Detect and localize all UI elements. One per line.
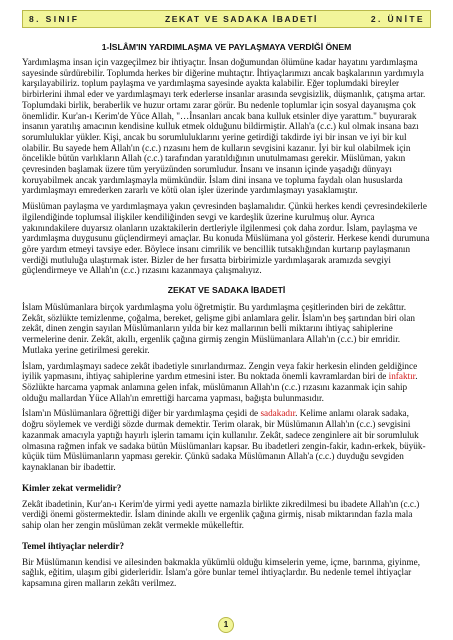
text-span: İslam, yardımlaşmayı sadece zekât ibadetiyle sınırlandırmaz. Zengin veya fakir herkesin elinden geldiğince iyilik yapmasını, ihtiyaç sahiplerine yardım etmesini ister. Bu noktada önemli kavramlardan biri de (22, 360, 418, 382)
highlighted-term-sadaka: sadakadır (260, 408, 296, 419)
section-title-zakat: ZEKAT VE SADAKA İBADETİ (167, 285, 286, 296)
answer-paragraph: Zekât ibadetinin, Kur'an-ı Kerim'de yirmi yedi ayette namazla birlikte zikredilmesi bu ibadete Allah'ın (c.c.) verdiği önemi göstermektedir. İslam dininde akıllı ve ergenlik çağına girmiş, nisab miktarından fazla mala sahip olan her zengin müslüman zekât vermekle mükelleftir. (22, 498, 420, 531)
header-title: ZEKAT VE SADAKA İBADETİ (165, 14, 318, 24)
page-number: 1 (218, 617, 234, 633)
unit-label: 2. ÜNİTE (370, 14, 425, 24)
text-span: . Kelime anlamı olarak sadaka, doğru söylemek ve verdiği sözde durmak demektir. Terim olarak, bir Müslümanın Allah'ın (c.c.) sevgisini kazanmak amacıyla yaptığı hayırlı işlerin tamamı için kullanılır. Zekât, sadece zenginlere ait bir sorumluluk olmasına rağmen infak ve sadaka bütün Müslümanları kapsar. Bu ibadetleri zengin-fakir, kadın-erkek, büyük-küçük tüm Müslümanların yapması gerekir. Çünkü sadaka Müslümanın Allah'a (c.c.) duyduğu sevgiden kaynaklanan bir ibadettir. (22, 408, 426, 472)
paragraph (22, 408, 431, 472)
paragraph (22, 361, 431, 404)
text-span: İslam'ın Müslümanlara öğrettiği diğer bir yardımlaşma çeşidi de (22, 408, 261, 419)
section-title-cooperation: 1-İSLÂM'IN YARDIMLAŞMA VE PAYLAŞMAYA VERDİĞİ ÖNEM (101, 42, 352, 52)
answer-paragraph: Bir Müslümanın kendisi ve ailesinden bakmakla yükümlü olduğu kimselerin yeme, içme, barınma, giyinme, sağlık, eğitim, ulaşım gibi giderleridir. İslam'a göre bunlar temel ihtiyaçlardır. Bu nedenle temel ihtiyaçlar kapsamına giren malların zekâtı verilmez. (22, 556, 421, 589)
question-heading: Kimler zekat vermelidir? (22, 482, 122, 493)
document-body (22, 30, 431, 589)
question-heading: Temel ihtiyaçlar nelerdir? (22, 540, 125, 551)
highlighted-term-infak: infaktır (388, 371, 416, 382)
text-span: . Sözlükte harcama yapmak anlamına gelen infak, müslümanın Allah'ın (c.c.) rızasını kazanmak için sahip olduğu mallardan Yüce Allah'ın emrettiği harcama yapması, bağışta bulunmasıdır. (22, 371, 418, 403)
paragraph: İslam Müslümanlara birçok yardımlaşma yolu öğretmiştir. Bu yardımlaşma çeşitlerinden biri de zekâttır. Zekât, sözlükte temizlenme, çoğalma, bereket, gelişme gibi anlamlara gelir. İslam'ın beş şartından biri olan zekât, dinen zengin sayılan Müslümanların yılda bir kez mallarının belli miktarını ihtiyaç sahiplerine vermelerine denir. Zekât, akıllı, ergenlik çağına girmiş zengin Müslümanlara Allah'ın (c.c.) bir emridir. Mutlaka yerine getirilmesi gerekir. (22, 302, 416, 355)
page-header (22, 10, 431, 28)
paragraph: Müslüman paylaşma ve yardımlaşmaya yakın çevresinden başlamalıdır. Çünkü herkes kendi çevresindekilerle ilgilendiğinde toplumsal ilişkiler kendiliğinden sevgi ve kardeşlik üzerine kurulmuş olur. Ayrıca yakınındakilere duyarsız olanların uzaktakilerin dertleriyle ilgilenmesi çok daha zordur. İslam, paylaşma ve yardımlaşma duygusunu güçlendirmeyi amaçlar. Bu konuda Müslümana yol gösterir. Herkese kendi durumuna göre yardım etmeyi tavsiye eder. Böylece insanı cimrilik ve bencillik tutsaklığından kurtarıp paylaşmanın verdiği mutluluğa ulaştırmak ister. Bizler de her fırsatta birbirimizle yardımlaşarak aramızda sevgiyi güçlendirmeye ve Allah'ın (c.c.) rızasını kazanmaya çalışmalıyız. (22, 201, 430, 276)
grade-label: 8. SINIF (29, 14, 80, 24)
paragraph: Yardımlaşma insan için vazgeçilmez bir ihtiyaçtır. İnsan doğumundan ölümüne kadar hayatını yardımlaşma sayesinde sürdürebilir. Toplumda herkes bir diğerine muhtaçtır. İhtiyaçlarımızı ancak başkalarının yardımıyla karşılayabiliriz. toplum paylaşma ve yardımlaşma sayesinde ayakta kalabilir. Eğer toplumdaki bireyler birbirlerini ihmal eder ve yardımlaşmayı terk ederlerse insanlar arasında sevgisizlik, düşmanlık, çatışma artar. Toplumdaki birlik, beraberlik ve huzur ortamı zarar görür. Bu nedenle toplumlar için sosyal dayanışma çok önemlidir. Kur'an-ı Kerim'de Yüce Allah, "…İnsanları ancak bana kulluk etsinler diye yarattım." buyurarak insanın yaratılış amacının kendisine kulluk etmek olduğunu bildirmiştir. Allah'a (c.c.) kul olmak insana bazı sorumluluklar yükler. Kişi, ancak bu sorumluluklarını yerine getirdiği takdirde iyi bir insan ve iyi bir kul olabilir. Bu sayede hem Allah'ın (c.c.) rızasını hem de kulların sevgisini kazanır. İyi bir kul olabilmek için öncelikle bütün varlıkların Allah (c.c.) tarafından yaratıldığının unutulmaması gerekir. Müslüman, yakın çevresinden başlamak üzere tüm yeryüzünden sorumludur. İnsanı ve insanın içinde yaşadığı dünyayı koruyabilmek ancak yardımlaşmayla mümkündür. İslam dini insana ve topluma faydalı olan hususlarda yardımlaşmayı emrederken zararlı ve kötü olan işler üzerinde yardımlaşmayı yasaklamıştır. (22, 57, 426, 196)
